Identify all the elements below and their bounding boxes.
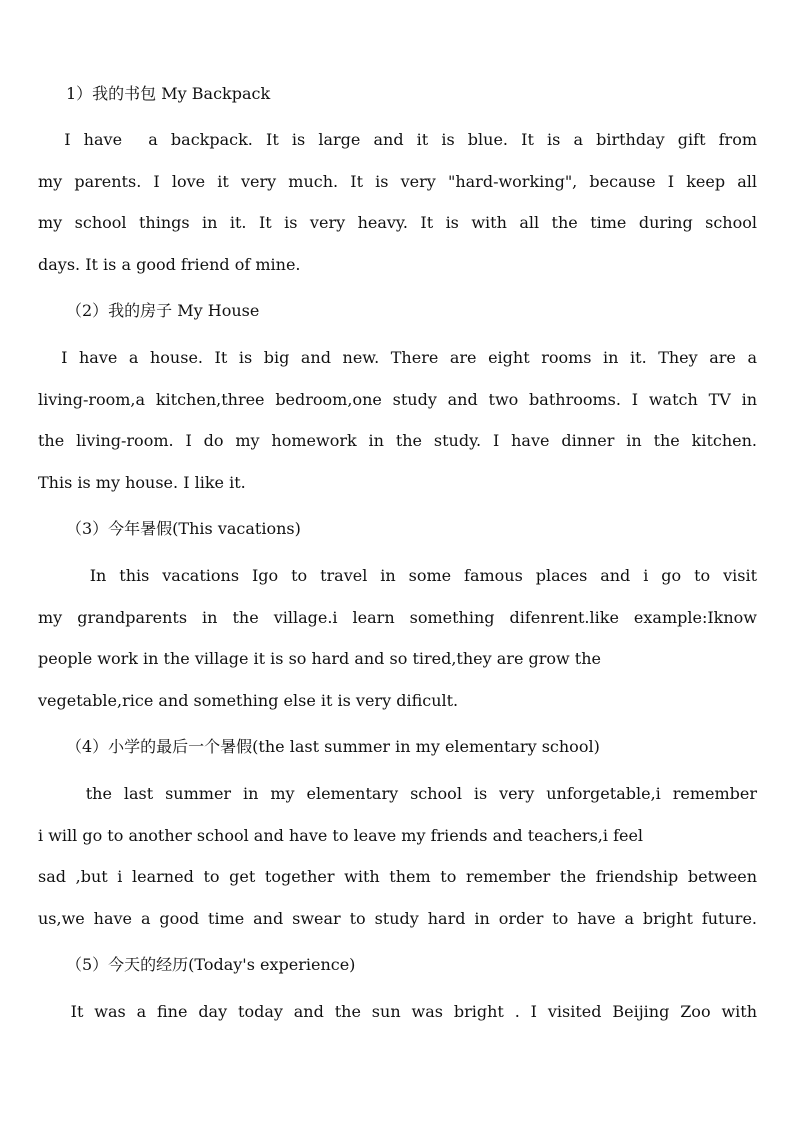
paragraph-line: my parents. I love it very much. It is very "hard-working", because I keep all	[38, 172, 757, 191]
section-heading: （5）今天的经历(Today's experience)	[66, 955, 356, 974]
paragraph-line: I have a house. It is big and new. There are eight rooms in it. They are a	[38, 348, 757, 367]
paragraph-line: my grandparents in the village.i learn something difenrent.like example:Iknow	[38, 608, 757, 627]
paragraph-line: the last summer in my elementary school is very unforgetable,i remember	[38, 784, 757, 803]
paragraph-line: sad ,but i learned to get together with them to remember the friendship between	[38, 867, 757, 886]
paragraph-line: It was a fine day today and the sun was bright . I visited Beijing Zoo with	[38, 1002, 757, 1021]
paragraph-line: people work in the village it is so hard and so tired,they are grow the	[38, 649, 602, 668]
paragraph-line: This is my house. I like it.	[38, 473, 246, 492]
paragraph-line: us,we have a good time and swear to study hard in order to have a bright future.	[38, 909, 757, 928]
section-heading: （4）小学的最后一个暑假(the last summer in my elementary school)	[66, 737, 600, 756]
paragraph-line: i will go to another school and have to leave my friends and teachers,i feel	[38, 826, 644, 845]
paragraph-line: my school things in it. It is very heavy. It is with all the time during school	[38, 213, 757, 232]
section-heading: （2）我的房子 My House	[66, 301, 260, 320]
paragraph-line: vegetable,rice and something else it is very dificult.	[38, 691, 459, 710]
paragraph-line: living-room,a kitchen,three bedroom,one study and two bathrooms. I watch TV in	[38, 390, 757, 409]
paragraph-line: I have a backpack. It is large and it is blue. It is a birthday gift from	[38, 130, 757, 149]
paragraph-line: the living-room. I do my homework in the study. I have dinner in the kitchen.	[38, 431, 757, 450]
section-heading: （3）今年暑假(This vacations)	[66, 519, 301, 538]
section-heading: 1）我的书包 My Backpack	[66, 84, 271, 103]
paragraph-line: days. It is a good friend of mine.	[38, 255, 301, 274]
paragraph-line: In this vacations Igo to travel in some famous places and i go to visit	[38, 566, 757, 585]
